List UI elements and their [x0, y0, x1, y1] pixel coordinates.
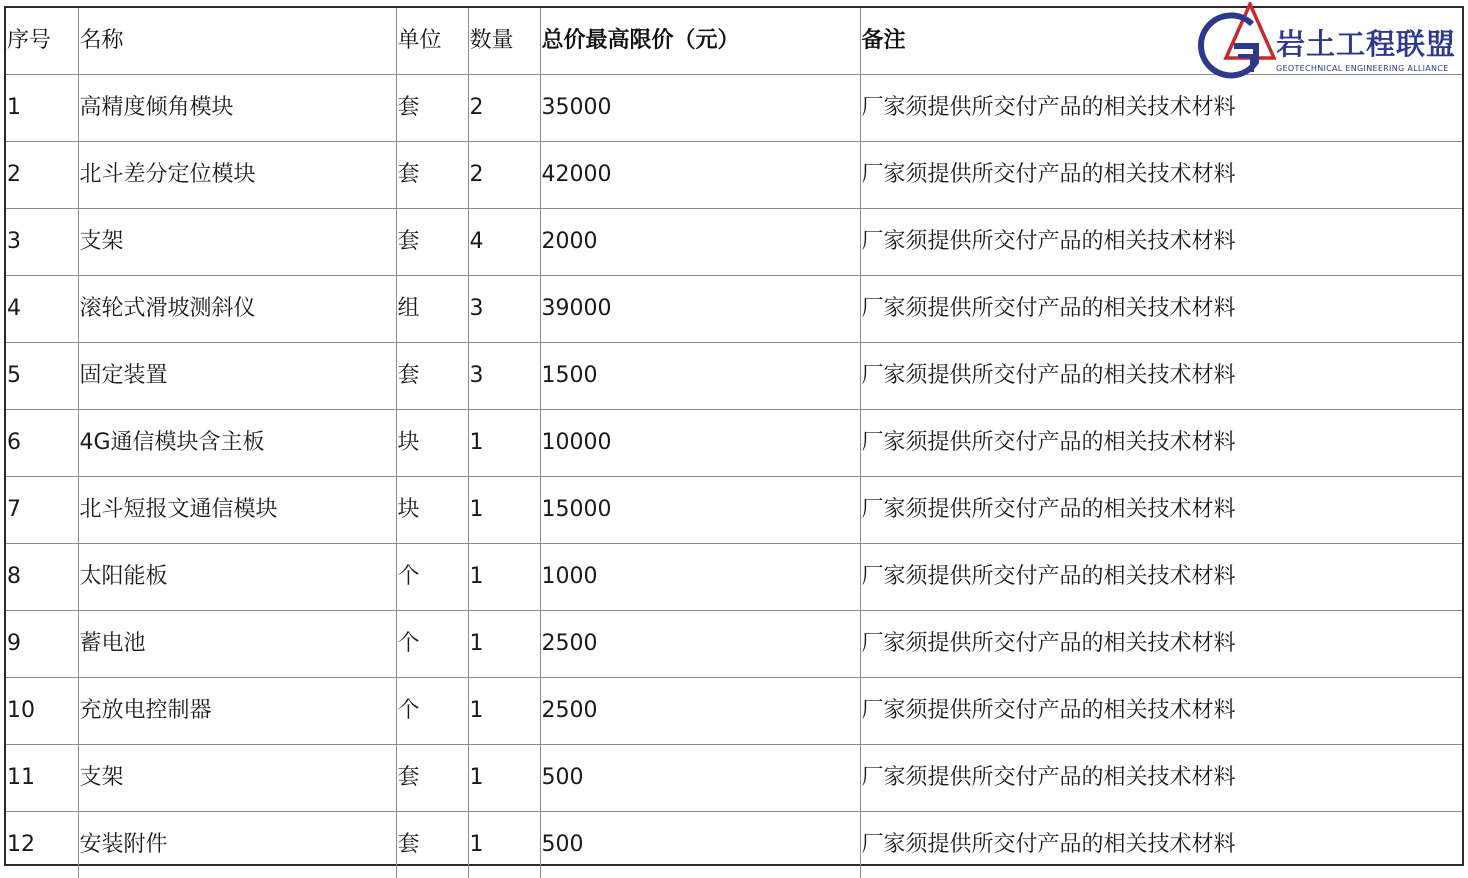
cell-index: 6 [6, 410, 78, 477]
cell-max-total-price: 1000 [540, 544, 860, 611]
cell-remarks: 厂家须提供所交付产品的相关技术材料 [860, 611, 1462, 678]
header-remarks: 备注 [860, 8, 1462, 75]
cell-unit: 块 [396, 477, 468, 544]
cell-quantity: 1 [468, 544, 540, 611]
cell-name: 北斗短报文通信模块 [78, 477, 396, 544]
cell-index: 5 [6, 343, 78, 410]
cell-remarks: 厂家须提供所交付产品的相关技术材料 [860, 75, 1462, 142]
table-row [6, 544, 1462, 611]
table-row [6, 477, 1462, 544]
table-row [6, 678, 1462, 745]
watermark-logo [1190, 2, 1466, 80]
cell-name: 固定装置 [78, 343, 396, 410]
cell-index: 10 [6, 678, 78, 745]
cell-index: 9 [6, 611, 78, 678]
cell-max-total-price: 42000 [540, 142, 860, 209]
table-row [6, 410, 1462, 477]
table-row [6, 75, 1462, 142]
cell-unit: 套 [396, 209, 468, 276]
cell-unit: 套 [396, 812, 468, 878]
header-index: 序号 [6, 8, 78, 75]
cell-name: 4G通信模块含主板 [78, 410, 396, 477]
cell-name: 安装附件 [78, 812, 396, 878]
cell-quantity: 2 [468, 75, 540, 142]
cell-remarks: 厂家须提供所交付产品的相关技术材料 [860, 477, 1462, 544]
cell-index: 2 [6, 142, 78, 209]
cell-remarks: 厂家须提供所交付产品的相关技术材料 [860, 678, 1462, 745]
cell-index: 7 [6, 477, 78, 544]
cell-unit: 套 [396, 745, 468, 812]
cell-unit: 块 [396, 410, 468, 477]
cell-quantity: 3 [468, 343, 540, 410]
table-body [6, 75, 1462, 878]
cell-name: 支架 [78, 745, 396, 812]
cell-unit: 组 [396, 276, 468, 343]
cell-remarks: 厂家须提供所交付产品的相关技术材料 [860, 276, 1462, 343]
cell-max-total-price: 2500 [540, 611, 860, 678]
cell-name: 高精度倾角模块 [78, 75, 396, 142]
cell-name: 北斗差分定位模块 [78, 142, 396, 209]
cell-quantity: 3 [468, 276, 540, 343]
cell-unit: 套 [396, 343, 468, 410]
cell-remarks: 厂家须提供所交付产品的相关技术材料 [860, 745, 1462, 812]
cell-unit: 个 [396, 678, 468, 745]
cell-quantity: 1 [468, 611, 540, 678]
cell-quantity: 1 [468, 410, 540, 477]
cell-quantity: 1 [468, 477, 540, 544]
cell-max-total-price: 500 [540, 812, 860, 878]
cell-max-total-price: 39000 [540, 276, 860, 343]
cell-max-total-price: 2500 [540, 678, 860, 745]
table-row [6, 276, 1462, 343]
cell-remarks: 厂家须提供所交付产品的相关技术材料 [860, 343, 1462, 410]
cell-name: 充放电控制器 [78, 678, 396, 745]
table-row [6, 343, 1462, 410]
cell-index: 12 [6, 812, 78, 878]
table-row [6, 812, 1462, 878]
alliance-emblem-icon [1190, 2, 1276, 80]
table-row [6, 209, 1462, 276]
cell-unit: 个 [396, 611, 468, 678]
cell-unit: 套 [396, 142, 468, 209]
cell-index: 4 [6, 276, 78, 343]
cell-quantity: 1 [468, 812, 540, 878]
cell-index: 11 [6, 745, 78, 812]
cell-quantity: 2 [468, 142, 540, 209]
header-unit: 单位 [396, 8, 468, 75]
cell-unit: 个 [396, 544, 468, 611]
price-table [4, 6, 1464, 866]
cell-name: 蓄电池 [78, 611, 396, 678]
cell-name: 太阳能板 [78, 544, 396, 611]
cell-max-total-price: 500 [540, 745, 860, 812]
watermark-name-cn: 岩土工程联盟 [1276, 22, 1456, 63]
table-row [6, 142, 1462, 209]
price-table-grid [6, 8, 1462, 878]
cell-remarks: 厂家须提供所交付产品的相关技术材料 [860, 544, 1462, 611]
cell-quantity: 1 [468, 745, 540, 812]
table-row [6, 745, 1462, 812]
cell-index: 3 [6, 209, 78, 276]
table-row [6, 611, 1462, 678]
header-name: 名称 [78, 8, 396, 75]
cell-name: 滚轮式滑坡测斜仪 [78, 276, 396, 343]
cell-remarks: 厂家须提供所交付产品的相关技术材料 [860, 410, 1462, 477]
cell-name: 支架 [78, 209, 396, 276]
cell-remarks: 厂家须提供所交付产品的相关技术材料 [860, 142, 1462, 209]
cell-max-total-price: 10000 [540, 410, 860, 477]
header-max-total-price: 总价最高限价（元） [540, 8, 860, 75]
cell-index: 1 [6, 75, 78, 142]
cell-unit: 套 [396, 75, 468, 142]
cell-max-total-price: 15000 [540, 477, 860, 544]
cell-max-total-price: 35000 [540, 75, 860, 142]
cell-max-total-price: 1500 [540, 343, 860, 410]
header-quantity: 数量 [468, 8, 540, 75]
cell-max-total-price: 2000 [540, 209, 860, 276]
cell-quantity: 4 [468, 209, 540, 276]
cell-remarks: 厂家须提供所交付产品的相关技术材料 [860, 812, 1462, 878]
cell-index: 8 [6, 544, 78, 611]
watermark-name-en: GEOTECHNICAL ENGINEERING ALLIANCE [1276, 64, 1449, 73]
cell-remarks: 厂家须提供所交付产品的相关技术材料 [860, 209, 1462, 276]
cell-quantity: 1 [468, 678, 540, 745]
